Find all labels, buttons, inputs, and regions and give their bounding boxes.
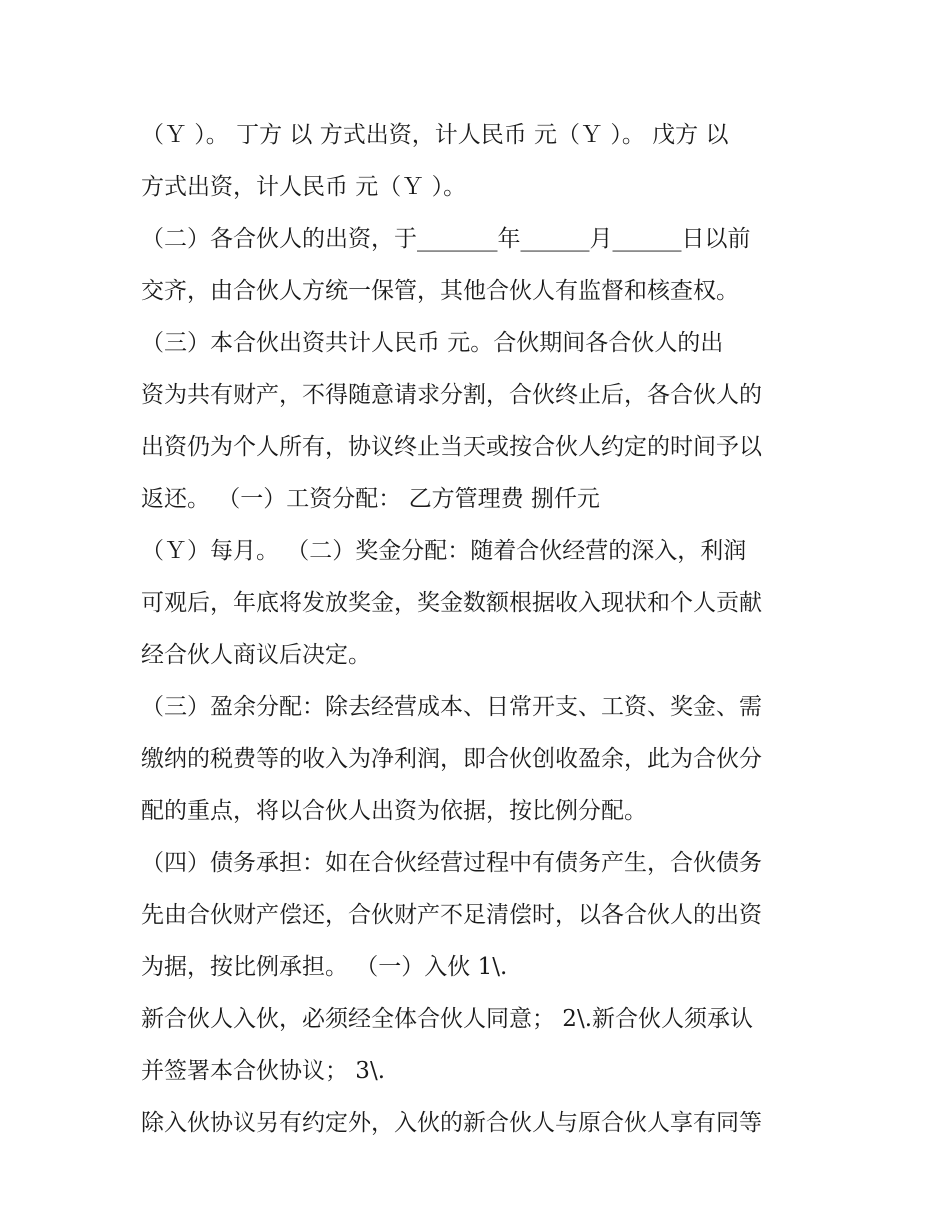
text-line: 并签署本合伙协议； 3\. xyxy=(141,1058,386,1084)
text-line: 可观后，年底将发放奖金，奖金数额根据收入现状和个人贡献 xyxy=(141,590,762,616)
text-line: 出资仍为个人所有，协议终止当天或按合伙人约定的时间予以 xyxy=(141,434,762,460)
text-line: 资为共有财产，不得随意请求分割，合伙终止后，各合伙人的 xyxy=(141,382,762,408)
text-line: （二）各合伙人的出资，于_______年______月______日以前 xyxy=(141,226,751,252)
text-line: 除入伙协议另有约定外，入伙的新合伙人与原合伙人享有同等 xyxy=(141,1110,762,1136)
text-line: 返还。 （一）工资分配： 乙方管理费 捌仟元 xyxy=(141,486,600,512)
text-line: 配的重点，将以合伙人出资为依据，按比例分配。 xyxy=(141,798,647,824)
text-line: （Ｙ）每月。 （二）奖金分配：随着合伙经营的深入，利润 xyxy=(141,538,747,564)
text-line: 新合伙人入伙，必须经全体合伙人同意； 2\.新合伙人须承认 xyxy=(141,1006,754,1032)
text-line: （三）盈余分配：除去经营成本、日常开支、工资、奖金、需 xyxy=(141,694,762,720)
text-line: 方式出资，计人民币 元（Ｙ ）。 xyxy=(141,174,467,200)
document-body xyxy=(141,109,821,1149)
text-line: （三）本合伙出资共计人民币 元。合伙期间各合伙人的出 xyxy=(141,330,724,356)
text-line: （Ｙ ）。 丁方 以 方式出资，计人民币 元（Ｙ ）。 戊方 以 xyxy=(141,122,729,148)
text-line: 缴纳的税费等的收入为净利润，即合伙创收盈余，此为合伙分 xyxy=(141,746,762,772)
text-line: （四）债务承担：如在合伙经营过程中有债务产生，合伙债务 xyxy=(141,850,762,876)
text-line: 先由合伙财产偿还，合伙财产不足清偿时，以各合伙人的出资 xyxy=(141,902,762,928)
text-line: 经合伙人商议后决定。 xyxy=(141,642,371,668)
text-line: 为据，按比例承担。 （一）入伙 1\. xyxy=(141,954,508,980)
text-line: 交齐，由合伙人方统一保管，其他合伙人有监督和核查权。 xyxy=(141,278,739,304)
